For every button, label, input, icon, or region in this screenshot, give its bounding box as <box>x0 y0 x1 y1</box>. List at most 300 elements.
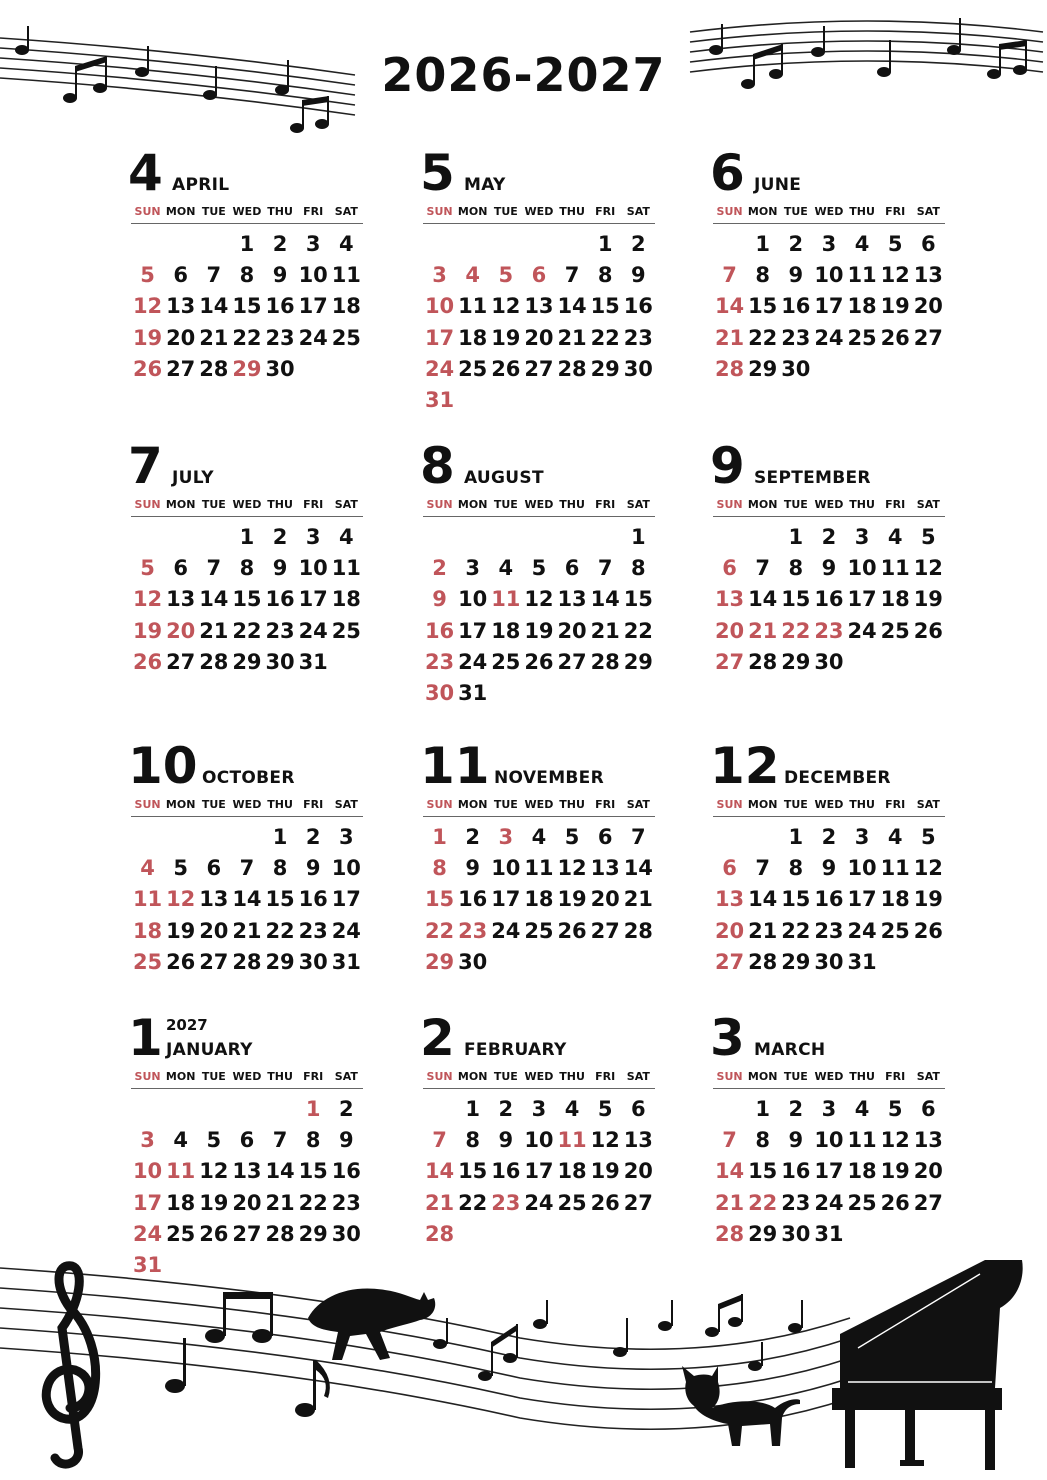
day-cell: 8 <box>755 263 770 288</box>
day-cell: 24 <box>331 918 361 943</box>
day-cell: 5 <box>921 825 936 849</box>
empty-cell <box>522 522 555 553</box>
day-cell: 15 <box>781 587 811 612</box>
empty-cell <box>197 822 230 853</box>
weekday-tue: TUE <box>783 498 808 511</box>
day-cell: 29 <box>781 649 811 674</box>
empty-cell <box>713 822 746 853</box>
day-cell: 4 <box>498 556 514 581</box>
day-cell: 23 <box>623 325 653 350</box>
empty-cell <box>423 522 456 553</box>
empty-cell <box>131 522 164 553</box>
day-cell: 2 <box>272 525 288 549</box>
day-cell: 30 <box>424 680 455 705</box>
weekday-sun: SUN <box>134 1070 161 1083</box>
day-cell: 9 <box>339 1128 354 1153</box>
day-cell: 24 <box>491 918 521 943</box>
month-october <box>128 737 363 978</box>
day-cell: 17 <box>132 1190 163 1215</box>
day-grid <box>713 1094 945 1250</box>
day-cell: 27 <box>199 949 229 974</box>
day-cell: 24 <box>814 325 844 350</box>
weekday-fri: FRI <box>885 798 906 811</box>
day-cell: 12 <box>132 294 163 319</box>
day-cell: 27 <box>590 918 620 943</box>
day-cell: 7 <box>631 825 646 849</box>
day-cell: 17 <box>814 1159 844 1184</box>
day-cell: 5 <box>498 263 514 288</box>
month-september <box>710 437 945 678</box>
weekday-fri: FRI <box>595 498 616 511</box>
month-march <box>710 1009 945 1250</box>
day-cell: 3 <box>305 525 321 549</box>
weekday-wed: WED <box>232 205 262 218</box>
day-cell: 20 <box>913 1159 943 1184</box>
month-number: 3 <box>710 1009 745 1067</box>
day-cell: 12 <box>199 1159 229 1184</box>
month-july <box>128 437 363 678</box>
month-name: APRIL <box>172 175 230 195</box>
weekday-sun: SUN <box>716 498 743 511</box>
day-cell: 20 <box>232 1190 262 1215</box>
weekday-fri: FRI <box>595 205 616 218</box>
day-cell: 3 <box>339 825 354 849</box>
day-cell: 27 <box>232 1221 262 1246</box>
day-cell: 30 <box>781 356 811 381</box>
month-number: 2 <box>420 1009 455 1067</box>
day-cell: 1 <box>239 525 255 549</box>
day-cell: 19 <box>132 325 163 350</box>
weekday-fri: FRI <box>595 1070 616 1083</box>
day-cell: 6 <box>173 556 188 581</box>
weekday-wed: WED <box>232 1070 262 1083</box>
weekday-tue: TUE <box>783 205 808 218</box>
weekday-header <box>713 498 945 517</box>
day-cell: 26 <box>199 1221 229 1246</box>
day-cell: 7 <box>206 263 222 288</box>
day-cell: 29 <box>265 949 295 974</box>
day-cell: 28 <box>714 1221 745 1246</box>
day-cell: 28 <box>748 649 778 674</box>
month-april <box>128 144 363 385</box>
empty-cell <box>746 822 779 853</box>
empty-cell <box>713 1094 746 1125</box>
day-cell: 11 <box>458 294 488 319</box>
empty-cell <box>164 1094 197 1125</box>
day-cell: 25 <box>491 649 521 674</box>
day-cell: 11 <box>166 1159 196 1184</box>
day-cell: 12 <box>590 1128 620 1153</box>
day-cell: 6 <box>722 556 737 581</box>
weekday-wed: WED <box>232 798 262 811</box>
day-cell: 20 <box>913 294 943 319</box>
day-cell: 1 <box>272 825 288 849</box>
day-cell: 20 <box>623 1159 653 1184</box>
day-cell: 10 <box>491 856 521 881</box>
day-cell: 2 <box>272 232 288 256</box>
month-december <box>710 737 945 978</box>
empty-cell <box>456 229 489 260</box>
day-cell: 2 <box>821 525 837 549</box>
day-cell: 21 <box>199 325 229 350</box>
empty-cell <box>230 822 263 853</box>
weekday-tue: TUE <box>783 1070 808 1083</box>
weekday-header <box>713 205 945 224</box>
day-cell: 29 <box>623 649 653 674</box>
weekday-sat: SAT <box>626 798 650 811</box>
empty-cell <box>131 229 164 260</box>
day-cell: 4 <box>339 525 354 549</box>
day-cell: 22 <box>232 325 262 350</box>
day-cell: 7 <box>597 556 613 581</box>
day-cell: 16 <box>265 294 295 319</box>
day-cell: 11 <box>557 1128 587 1153</box>
day-grid <box>713 229 945 385</box>
day-cell: 10 <box>331 856 361 881</box>
day-cell: 31 <box>298 649 328 674</box>
month-name: AUGUST <box>464 468 544 488</box>
weekday-sun: SUN <box>426 205 453 218</box>
day-cell: 27 <box>166 649 196 674</box>
day-cell: 1 <box>597 232 613 256</box>
day-cell: 29 <box>232 649 262 674</box>
day-cell: 15 <box>424 887 455 912</box>
day-cell: 25 <box>847 1190 877 1215</box>
day-cell: 12 <box>880 1128 910 1153</box>
day-cell: 8 <box>239 263 255 288</box>
day-cell: 26 <box>590 1190 620 1215</box>
day-cell: 16 <box>781 294 811 319</box>
day-cell: 5 <box>564 825 580 849</box>
month-august <box>420 437 655 709</box>
day-cell: 13 <box>714 887 745 912</box>
weekday-mon: MON <box>457 498 488 511</box>
weekday-tue: TUE <box>201 205 226 218</box>
day-grid <box>131 229 363 385</box>
day-cell: 1 <box>631 525 646 549</box>
day-cell: 29 <box>232 356 262 381</box>
month-name: JULY <box>172 468 214 488</box>
day-cell: 15 <box>265 887 295 912</box>
weekday-mon: MON <box>457 1070 488 1083</box>
day-cell: 21 <box>714 1190 745 1215</box>
weekday-wed: WED <box>814 498 844 511</box>
weekday-wed: WED <box>232 498 262 511</box>
day-cell: 25 <box>880 918 910 943</box>
day-cell: 26 <box>913 918 943 943</box>
empty-cell <box>489 229 522 260</box>
day-cell: 7 <box>564 263 580 288</box>
weekday-thu: THU <box>559 205 585 218</box>
weekday-fri: FRI <box>303 498 324 511</box>
day-cell: 7 <box>432 1128 447 1153</box>
day-cell: 9 <box>631 263 646 288</box>
day-cell: 4 <box>173 1128 188 1153</box>
empty-cell <box>423 1094 456 1125</box>
weekday-sat: SAT <box>334 205 358 218</box>
weekday-header <box>131 798 363 817</box>
weekday-sat: SAT <box>916 205 940 218</box>
day-cell: 17 <box>458 618 488 643</box>
day-cell: 12 <box>880 263 910 288</box>
day-cell: 3 <box>821 232 837 256</box>
weekday-sun: SUN <box>134 798 161 811</box>
weekday-tue: TUE <box>493 498 518 511</box>
day-cell: 9 <box>498 1128 514 1153</box>
weekday-thu: THU <box>267 498 293 511</box>
day-cell: 2 <box>432 556 447 581</box>
day-cell: 2 <box>465 825 480 849</box>
day-cell: 18 <box>880 587 910 612</box>
treble-clef-icon <box>46 1266 95 1464</box>
day-cell: 15 <box>458 1159 488 1184</box>
month-name: JANUARY <box>166 1040 253 1060</box>
day-cell: 3 <box>821 1097 837 1121</box>
day-cell: 28 <box>199 649 229 674</box>
day-cell: 5 <box>887 232 903 256</box>
day-cell: 22 <box>781 618 811 643</box>
day-cell: 2 <box>339 1097 354 1121</box>
empty-cell <box>589 522 622 553</box>
weekday-thu: THU <box>849 498 875 511</box>
day-cell: 8 <box>305 1128 321 1153</box>
weekday-mon: MON <box>165 798 196 811</box>
weekday-tue: TUE <box>201 798 226 811</box>
weekday-fri: FRI <box>885 1070 906 1083</box>
day-cell: 24 <box>458 649 488 674</box>
weekday-thu: THU <box>849 205 875 218</box>
weekday-tue: TUE <box>493 798 518 811</box>
day-cell: 31 <box>814 1221 844 1246</box>
day-cell: 16 <box>265 587 295 612</box>
day-cell: 18 <box>458 325 488 350</box>
day-grid <box>423 522 655 709</box>
day-cell: 31 <box>424 387 455 412</box>
empty-cell <box>131 1094 164 1125</box>
day-cell: 18 <box>166 1190 196 1215</box>
day-cell: 13 <box>524 294 554 319</box>
weekday-wed: WED <box>524 498 554 511</box>
day-cell: 17 <box>298 294 328 319</box>
weekday-fri: FRI <box>885 205 906 218</box>
empty-cell <box>456 522 489 553</box>
day-cell: 10 <box>814 263 844 288</box>
day-cell: 11 <box>847 263 877 288</box>
day-cell: 2 <box>498 1097 514 1121</box>
day-cell: 30 <box>265 649 295 674</box>
weekday-fri: FRI <box>303 1070 324 1083</box>
day-cell: 14 <box>199 294 229 319</box>
weekday-header <box>131 205 363 224</box>
day-cell: 16 <box>458 887 488 912</box>
day-cell: 22 <box>458 1190 488 1215</box>
day-cell: 3 <box>305 232 321 256</box>
day-cell: 24 <box>814 1190 844 1215</box>
day-cell: 11 <box>880 856 910 881</box>
day-cell: 6 <box>631 1097 646 1121</box>
day-cell: 12 <box>491 294 521 319</box>
day-cell: 13 <box>913 1128 943 1153</box>
day-cell: 4 <box>531 825 547 849</box>
day-cell: 19 <box>880 1159 910 1184</box>
day-cell: 13 <box>623 1128 653 1153</box>
day-cell: 30 <box>814 649 844 674</box>
day-cell: 28 <box>424 1221 455 1246</box>
day-cell: 24 <box>132 1221 163 1246</box>
day-cell: 7 <box>755 556 770 581</box>
day-cell: 8 <box>755 1128 770 1153</box>
day-grid <box>423 1094 655 1250</box>
day-cell: 14 <box>623 856 653 881</box>
day-cell: 19 <box>590 1159 620 1184</box>
day-cell: 27 <box>623 1190 653 1215</box>
day-cell: 26 <box>132 356 163 381</box>
day-cell: 14 <box>424 1159 455 1184</box>
day-cell: 1 <box>788 525 804 549</box>
day-cell: 9 <box>788 1128 804 1153</box>
month-name: NOVEMBER <box>494 768 604 788</box>
weekday-wed: WED <box>814 1070 844 1083</box>
day-cell: 8 <box>788 856 804 881</box>
weekday-sun: SUN <box>426 1070 453 1083</box>
weekday-sun: SUN <box>716 205 743 218</box>
day-cell: 4 <box>140 856 155 881</box>
day-cell: 18 <box>524 887 554 912</box>
day-cell: 23 <box>298 918 328 943</box>
day-cell: 6 <box>239 1128 255 1153</box>
day-cell: 22 <box>748 325 778 350</box>
day-cell: 1 <box>305 1097 321 1121</box>
day-cell: 6 <box>531 263 547 288</box>
day-cell: 3 <box>140 1128 155 1153</box>
month-name: DECEMBER <box>784 768 891 788</box>
day-cell: 17 <box>331 887 361 912</box>
day-cell: 23 <box>781 325 811 350</box>
day-cell: 26 <box>880 325 910 350</box>
day-cell: 15 <box>748 294 778 319</box>
day-cell: 10 <box>814 1128 844 1153</box>
weekday-sat: SAT <box>626 1070 650 1083</box>
day-cell: 16 <box>491 1159 521 1184</box>
day-cell: 6 <box>173 263 188 288</box>
day-cell: 29 <box>424 949 455 974</box>
weekday-header <box>713 1070 945 1089</box>
day-cell: 4 <box>465 263 480 288</box>
weekday-sun: SUN <box>426 498 453 511</box>
day-cell: 17 <box>847 887 877 912</box>
day-cell: 19 <box>199 1190 229 1215</box>
day-cell: 19 <box>166 918 196 943</box>
day-cell: 26 <box>557 918 587 943</box>
day-cell: 22 <box>590 325 620 350</box>
month-name: OCTOBER <box>202 768 295 788</box>
weekday-header <box>423 205 655 224</box>
day-cell: 29 <box>781 949 811 974</box>
day-cell: 21 <box>265 1190 295 1215</box>
month-june <box>710 144 945 385</box>
day-cell: 24 <box>847 918 877 943</box>
empty-cell <box>556 522 589 553</box>
day-cell: 13 <box>199 887 229 912</box>
day-cell: 11 <box>331 556 361 581</box>
day-cell: 19 <box>913 587 943 612</box>
day-cell: 17 <box>524 1159 554 1184</box>
month-name: SEPTEMBER <box>754 468 871 488</box>
day-cell: 28 <box>590 649 620 674</box>
empty-cell <box>522 229 555 260</box>
day-cell: 26 <box>166 949 196 974</box>
day-cell: 27 <box>557 649 587 674</box>
day-cell: 15 <box>781 887 811 912</box>
day-cell: 18 <box>331 294 361 319</box>
weekday-sun: SUN <box>426 798 453 811</box>
day-cell: 22 <box>781 918 811 943</box>
weekday-thu: THU <box>559 1070 585 1083</box>
day-cell: 28 <box>232 949 262 974</box>
day-cell: 7 <box>272 1128 288 1153</box>
day-cell: 20 <box>590 887 620 912</box>
weekday-thu: THU <box>559 498 585 511</box>
page-title: 2026-2027 <box>381 48 666 102</box>
day-cell: 27 <box>166 356 196 381</box>
weekday-sat: SAT <box>334 798 358 811</box>
day-cell: 8 <box>631 556 646 581</box>
day-cell: 3 <box>531 1097 547 1121</box>
day-cell: 10 <box>424 294 455 319</box>
day-cell: 26 <box>913 618 943 643</box>
day-cell: 23 <box>491 1190 521 1215</box>
day-cell: 2 <box>631 232 646 256</box>
day-cell: 5 <box>531 556 547 581</box>
day-cell: 11 <box>524 856 554 881</box>
day-cell: 10 <box>298 556 328 581</box>
grand-piano-icon <box>832 1260 1023 1470</box>
day-cell: 1 <box>432 825 447 849</box>
day-cell: 29 <box>748 356 778 381</box>
day-cell: 18 <box>557 1159 587 1184</box>
month-number: 12 <box>710 737 780 795</box>
day-cell: 28 <box>714 356 745 381</box>
day-cell: 27 <box>714 949 745 974</box>
day-cell: 23 <box>331 1190 361 1215</box>
empty-cell <box>164 522 197 553</box>
day-cell: 25 <box>847 325 877 350</box>
day-cell: 9 <box>821 556 837 581</box>
weekday-wed: WED <box>524 1070 554 1083</box>
day-cell: 27 <box>714 649 745 674</box>
day-cell: 10 <box>847 856 877 881</box>
day-cell: 19 <box>913 887 943 912</box>
day-cell: 26 <box>132 649 163 674</box>
weekday-wed: WED <box>524 205 554 218</box>
empty-cell <box>230 1094 263 1125</box>
day-cell: 13 <box>557 587 587 612</box>
day-cell: 27 <box>524 356 554 381</box>
day-cell: 17 <box>298 587 328 612</box>
day-cell: 1 <box>465 1097 480 1121</box>
weekday-header <box>131 498 363 517</box>
weekday-fri: FRI <box>303 205 324 218</box>
day-cell: 16 <box>781 1159 811 1184</box>
day-cell: 21 <box>199 618 229 643</box>
day-cell: 14 <box>232 887 262 912</box>
day-cell: 13 <box>714 587 745 612</box>
day-cell: 22 <box>424 918 455 943</box>
day-cell: 11 <box>331 263 361 288</box>
day-cell: 12 <box>913 856 943 881</box>
weekday-sat: SAT <box>916 498 940 511</box>
day-cell: 25 <box>880 618 910 643</box>
